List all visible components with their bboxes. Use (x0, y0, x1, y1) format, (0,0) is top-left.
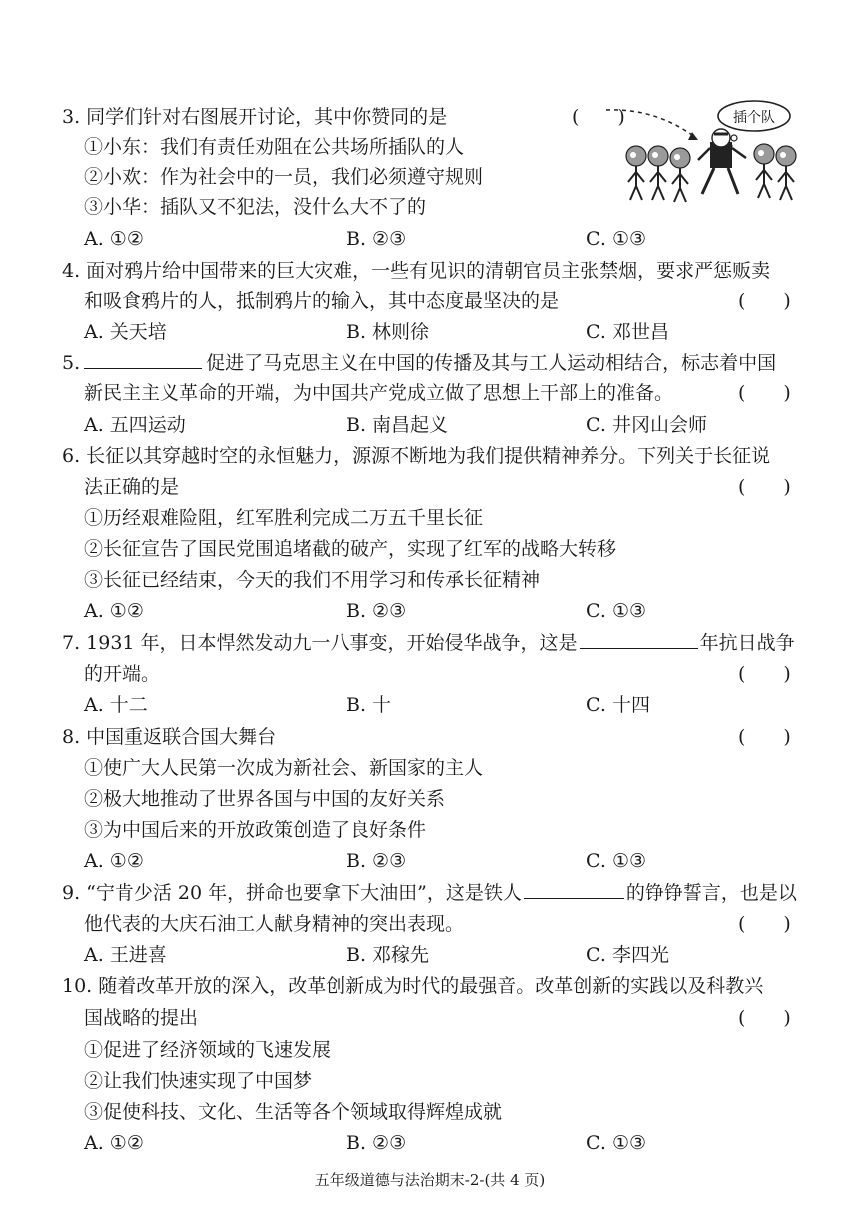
q10-item-2: ②让我们快速实现了中国梦 (84, 1070, 313, 1092)
q10-option-a[interactable]: A. ①② (84, 1132, 144, 1154)
q8-option-a[interactable]: A. ①② (84, 850, 144, 872)
q10-option-c[interactable]: C. ①③ (586, 1132, 647, 1154)
q10-line-2: 国战略的提出 (84, 1007, 199, 1029)
speech-bubble-text: 插个队 (733, 110, 775, 126)
q10-line-1: 10. 随着改革开放的深入，改革创新成为时代的最强音。改革创新的实践以及科教兴 (62, 975, 764, 997)
q8-option-b[interactable]: B. ②③ (346, 850, 407, 872)
q4-option-c[interactable]: C. 邓世昌 (586, 321, 669, 343)
q3-option-b[interactable]: B. ②③ (346, 228, 407, 250)
q10-answer-paren[interactable]: ( ) (738, 1007, 791, 1029)
q8-item-2: ②极大地推动了世界各国与中国的友好关系 (84, 788, 446, 810)
q3-item-2: ②小欢：作为社会中的一员，我们必须遵守规则 (84, 166, 484, 188)
q6-option-b[interactable]: B. ②③ (346, 600, 407, 622)
q7-line-1-text-a: 7. 1931 年，日本悍然发动九一八事变，开始侵华战争，这是 (62, 632, 578, 654)
q9-option-b[interactable]: B. 邓稼先 (346, 944, 430, 966)
q10-item-1: ①促进了经济领域的飞速发展 (84, 1039, 332, 1061)
q3-answer-paren[interactable]: ( ) (572, 106, 625, 128)
q5-blank[interactable] (84, 350, 202, 369)
q5-line-2: 新民主主义革命的开端，为中国共产党成立做了思想上干部上的准备。 (84, 382, 674, 404)
q7-option-c[interactable]: C. 十四 (586, 694, 650, 716)
q4-option-b[interactable]: B. 林则徐 (346, 321, 430, 343)
queue-jumping-illustration (606, 98, 816, 208)
q9-option-a[interactable]: A. 王进喜 (84, 944, 167, 966)
q5-answer-paren[interactable]: ( ) (738, 382, 791, 404)
q6-option-a[interactable]: A. ①② (84, 600, 144, 622)
q7-blank[interactable] (580, 630, 698, 649)
q9-blank[interactable] (524, 880, 624, 899)
q3-option-c[interactable]: C. ①③ (586, 228, 647, 250)
q3-item-3: ③小华：插队又不犯法，没什么大不了的 (84, 196, 427, 218)
q9-answer-paren[interactable]: ( ) (738, 913, 791, 935)
q9-option-c[interactable]: C. 李四光 (586, 944, 669, 966)
q5-line-1-text: 促进了马克思主义在中国的传播及其与工人运动相结合，标志着中国 (206, 352, 777, 374)
q6-line-1: 6. 长征以其穿越时空的永恒魅力，源源不断地为我们提供精神养分。下列关于长征说 (62, 445, 771, 467)
q9-line-2: 他代表的大庆石油工人献身精神的突出表现。 (84, 913, 465, 935)
q7-option-b[interactable]: B. 十 (346, 694, 392, 716)
q6-item-2: ②长征宣告了国民党围追堵截的破产，实现了红军的战略大转移 (84, 538, 617, 560)
q8-option-c[interactable]: C. ①③ (586, 850, 647, 872)
q7-line-2: 的开端。 (84, 663, 161, 685)
q7-line-1 (62, 630, 795, 656)
q5-option-a[interactable]: A. 五四运动 (84, 414, 186, 436)
q8-item-1: ①使广大人民第一次成为新社会、新国家的主人 (84, 757, 484, 779)
q6-line-2: 法正确的是 (84, 476, 180, 498)
q6-item-3: ③长征已经结束，今天的我们不用学习和传承长征精神 (84, 569, 541, 591)
q6-option-c[interactable]: C. ①③ (586, 600, 647, 622)
q7-line-1-text-b: 年抗日战争 (699, 632, 795, 654)
q4-line-1: 4. 面对鸦片给中国带来的巨大灾难，一些有见识的清朝官员主张禁烟，要求严惩贩卖 (62, 260, 771, 282)
q8-item-3: ③为中国后来的开放政策创造了良好条件 (84, 819, 427, 841)
q5-number: 5. (62, 352, 81, 374)
q4-line-2: 和吸食鸦片的人，抵制鸦片的输入，其中态度最坚决的是 (84, 290, 560, 312)
q5-line-1 (62, 350, 776, 376)
q4-option-a[interactable]: A. 关天培 (84, 321, 167, 343)
q10-option-b[interactable]: B. ②③ (346, 1132, 407, 1154)
q5-option-c[interactable]: C. 井冈山会师 (586, 414, 707, 436)
q6-item-1: ①历经艰难险阻，红军胜利完成二万五千里长征 (84, 507, 484, 529)
q3-item-1: ①小东：我们有责任劝阻在公共场所插队的人 (84, 136, 465, 158)
q10-item-3: ③促使科技、文化、生活等各个领域取得辉煌成就 (84, 1101, 503, 1123)
q9-line-1-text-b: 的铮铮誓言，也是以 (625, 882, 797, 904)
q3-option-a[interactable]: A. ①② (84, 228, 144, 250)
q8-stem: 8. 中国重返联合国大舞台 (62, 726, 277, 748)
q4-answer-paren[interactable]: ( ) (738, 290, 791, 312)
q9-line-1-text-a: 9. “宁肯少活 20 年，拼命也要拿下大油田”，这是铁人 (62, 882, 522, 904)
q8-answer-paren[interactable]: ( ) (738, 726, 791, 748)
page-footer: 五年级道德与法治期末-2-(共 4 页) (314, 1171, 546, 1189)
q7-answer-paren[interactable]: ( ) (738, 663, 791, 685)
q5-option-b[interactable]: B. 南昌起义 (346, 414, 449, 436)
q9-line-1 (62, 880, 797, 906)
q7-option-a[interactable]: A. 十二 (84, 694, 148, 716)
q3-stem: 3. 同学们针对右图展开讨论，其中你赞同的是 (62, 106, 448, 128)
q6-answer-paren[interactable]: ( ) (738, 476, 791, 498)
